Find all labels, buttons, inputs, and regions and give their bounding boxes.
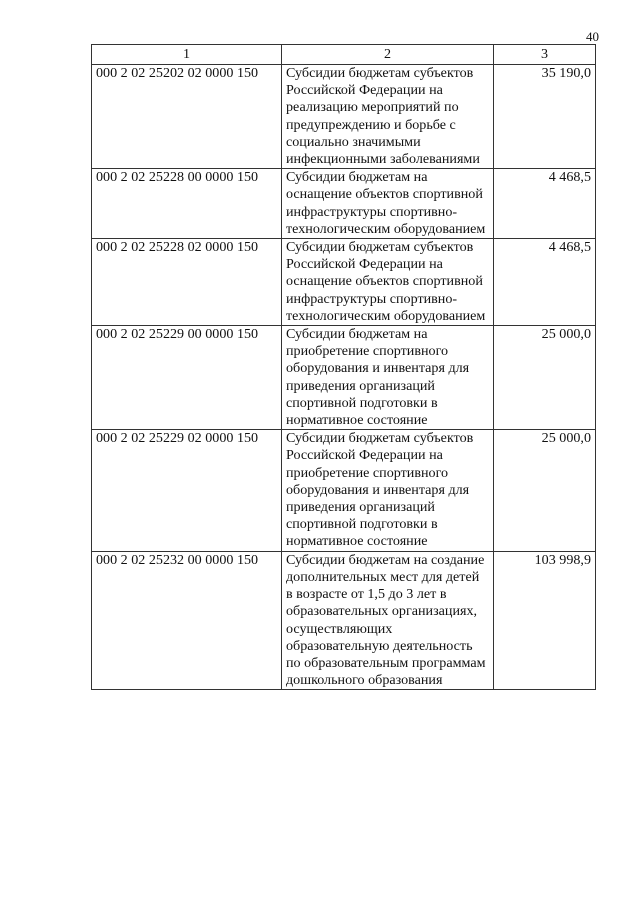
table-row <box>92 551 596 690</box>
income-description: Субсидии бюджетам на приобретение спортивного оборудования и инвентаря для приведения организаций спортивной подготовки в нормативное состояние <box>282 326 494 430</box>
column-header-amount: 3 <box>494 45 596 65</box>
budget-code: 000 2 02 25232 00 0000 150 <box>92 551 282 690</box>
budget-code: 000 2 02 25228 00 0000 150 <box>92 169 282 239</box>
income-description: Субсидии бюджетам субъектов Российской Федерации на реализацию мероприятий по предупреждению и борьбе с социально значимыми инфекционными заболеваниями <box>282 65 494 169</box>
income-description: Субсидии бюджетам на создание дополнительных мест для детей в возрасте от 1,5 до 3 лет в образовательных организациях, осуществляющих образовательную деятельность по образовательным программам дошкольного образования <box>282 551 494 690</box>
table-row <box>92 430 596 551</box>
budget-code: 000 2 02 25228 02 0000 150 <box>92 239 282 326</box>
income-amount: 25 000,0 <box>494 430 596 551</box>
income-amount: 4 468,5 <box>494 169 596 239</box>
income-amount: 4 468,5 <box>494 239 596 326</box>
budget-code: 000 2 02 25202 02 0000 150 <box>92 65 282 169</box>
table-row <box>92 239 596 326</box>
budget-revenue-table <box>91 44 596 690</box>
income-amount: 35 190,0 <box>494 65 596 169</box>
table-row <box>92 326 596 430</box>
table-row <box>92 65 596 169</box>
income-description: Субсидии бюджетам субъектов Российской Федерации на оснащение объектов спортивной инфраструктуры спортивно-технологическим оборудованием <box>282 239 494 326</box>
budget-code: 000 2 02 25229 02 0000 150 <box>92 430 282 551</box>
income-amount: 25 000,0 <box>494 326 596 430</box>
column-header-description: 2 <box>282 45 494 65</box>
column-header-code: 1 <box>92 45 282 65</box>
table-row <box>92 169 596 239</box>
budget-code: 000 2 02 25229 00 0000 150 <box>92 326 282 430</box>
income-amount: 103 998,9 <box>494 551 596 690</box>
page-number: 40 <box>586 29 599 44</box>
income-description: Субсидии бюджетам на оснащение объектов спортивной инфраструктуры спортивно-технологическим оборудованием <box>282 169 494 239</box>
income-description: Субсидии бюджетам субъектов Российской Федерации на приобретение спортивного оборудования и инвентаря для приведения организаций спортивной подготовки в нормативное состояние <box>282 430 494 551</box>
table-header-row <box>92 45 596 65</box>
